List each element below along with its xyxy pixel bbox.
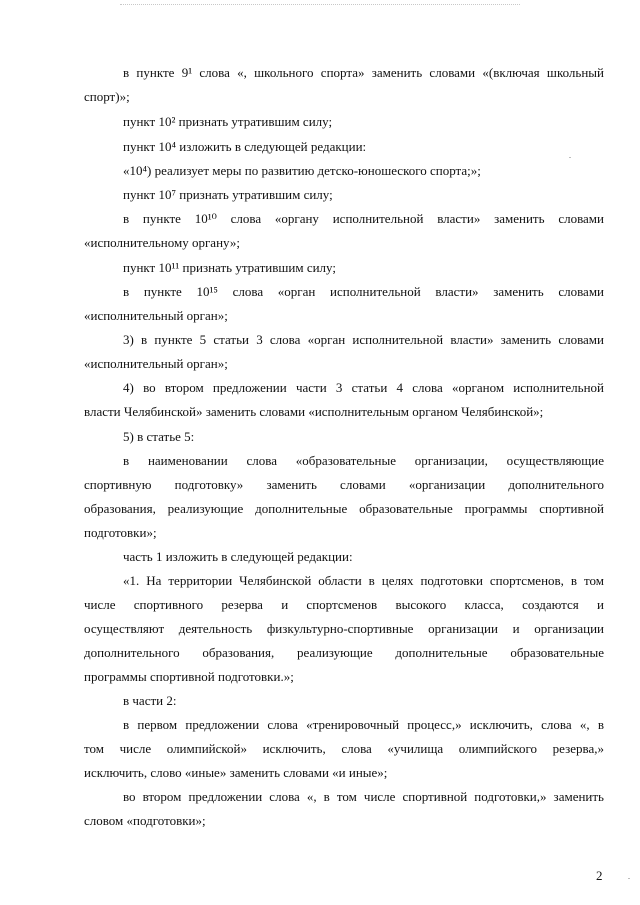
text-line: программы спортивной подготовки.»;	[84, 669, 294, 684]
page-number: 2	[596, 868, 603, 883]
scan-speck	[569, 157, 571, 158]
text-line: пункт 10² признать утратившим силу;	[123, 114, 333, 129]
text-line: пункт 10¹¹ признать утратившим силу;	[123, 260, 336, 275]
text-line: в пункте 9¹ слова «, школьного спорта» заменить словами «(включая школьный	[123, 65, 604, 80]
text-line: «исполнительный орган»;	[84, 356, 228, 371]
text-line: власти Челябинской» заменить словами «исполнительным органом Челябинской»;	[84, 404, 544, 419]
text-line: во втором предложении слова «, в том числе спортивной подготовки,» заменить	[123, 789, 604, 804]
scan-artifact	[120, 4, 520, 6]
text-line: в первом предложении слова «тренировочный процесс,» исключить, слова «, в	[123, 717, 604, 732]
text-line: исключить, слово «иные» заменить словами «и иные»;	[84, 765, 388, 780]
text-line: пункт 10⁷ признать утратившим силу;	[123, 187, 333, 202]
text-line: в части 2:	[123, 693, 177, 708]
text-line: том числе олимпийской» исключить, слова «училища олимпийского резерва,»	[84, 741, 604, 756]
text-line: осуществляют деятельность физкультурно-спортивные организации и организации	[84, 621, 604, 636]
text-line: подготовки»;	[84, 525, 157, 540]
text-line: 5) в статье 5:	[123, 429, 195, 444]
text-line: «исполнительному органу»;	[84, 235, 240, 250]
text-line: в пункте 10¹⁰ слова «органу исполнительной власти» заменить словами	[123, 211, 604, 226]
text-line: в наименовании слова «образовательные организации, осуществляющие	[123, 453, 604, 468]
text-line: числе спортивного резерва и спортсменов высокого класса, создаются и	[84, 597, 604, 612]
text-line: «10⁴) реализует меры по развитию детско-юношеского спорта;»;	[123, 163, 481, 178]
text-line: образования, реализующие дополнительные образовательные программы спортивной	[84, 501, 604, 516]
text-line: 3) в пункте 5 статьи 3 слова «орган исполнительной власти» заменить словами	[123, 332, 604, 347]
text-line: часть 1 изложить в следующей редакции:	[123, 549, 353, 564]
text-line: «исполнительный орган»;	[84, 308, 228, 323]
scan-speck	[628, 878, 630, 879]
text-line: 4) во втором предложении части 3 статьи 4 слова «органом исполнительной	[123, 380, 604, 395]
text-line: спорт)»;	[84, 89, 130, 104]
text-line: спортивную подготовку» заменить словами «организации дополнительного	[84, 477, 604, 492]
text-line: «1. На территории Челябинской области в целях подготовки спортсменов, в том	[123, 573, 604, 588]
text-line: дополнительного образования, реализующие дополнительные образовательные	[84, 645, 604, 660]
text-line: в пункте 10¹⁵ слова «орган исполнительной власти» заменить словами	[123, 284, 604, 299]
text-line: словом «подготовки»;	[84, 813, 206, 828]
text-line: пункт 10⁴ изложить в следующей редакции:	[123, 139, 367, 154]
